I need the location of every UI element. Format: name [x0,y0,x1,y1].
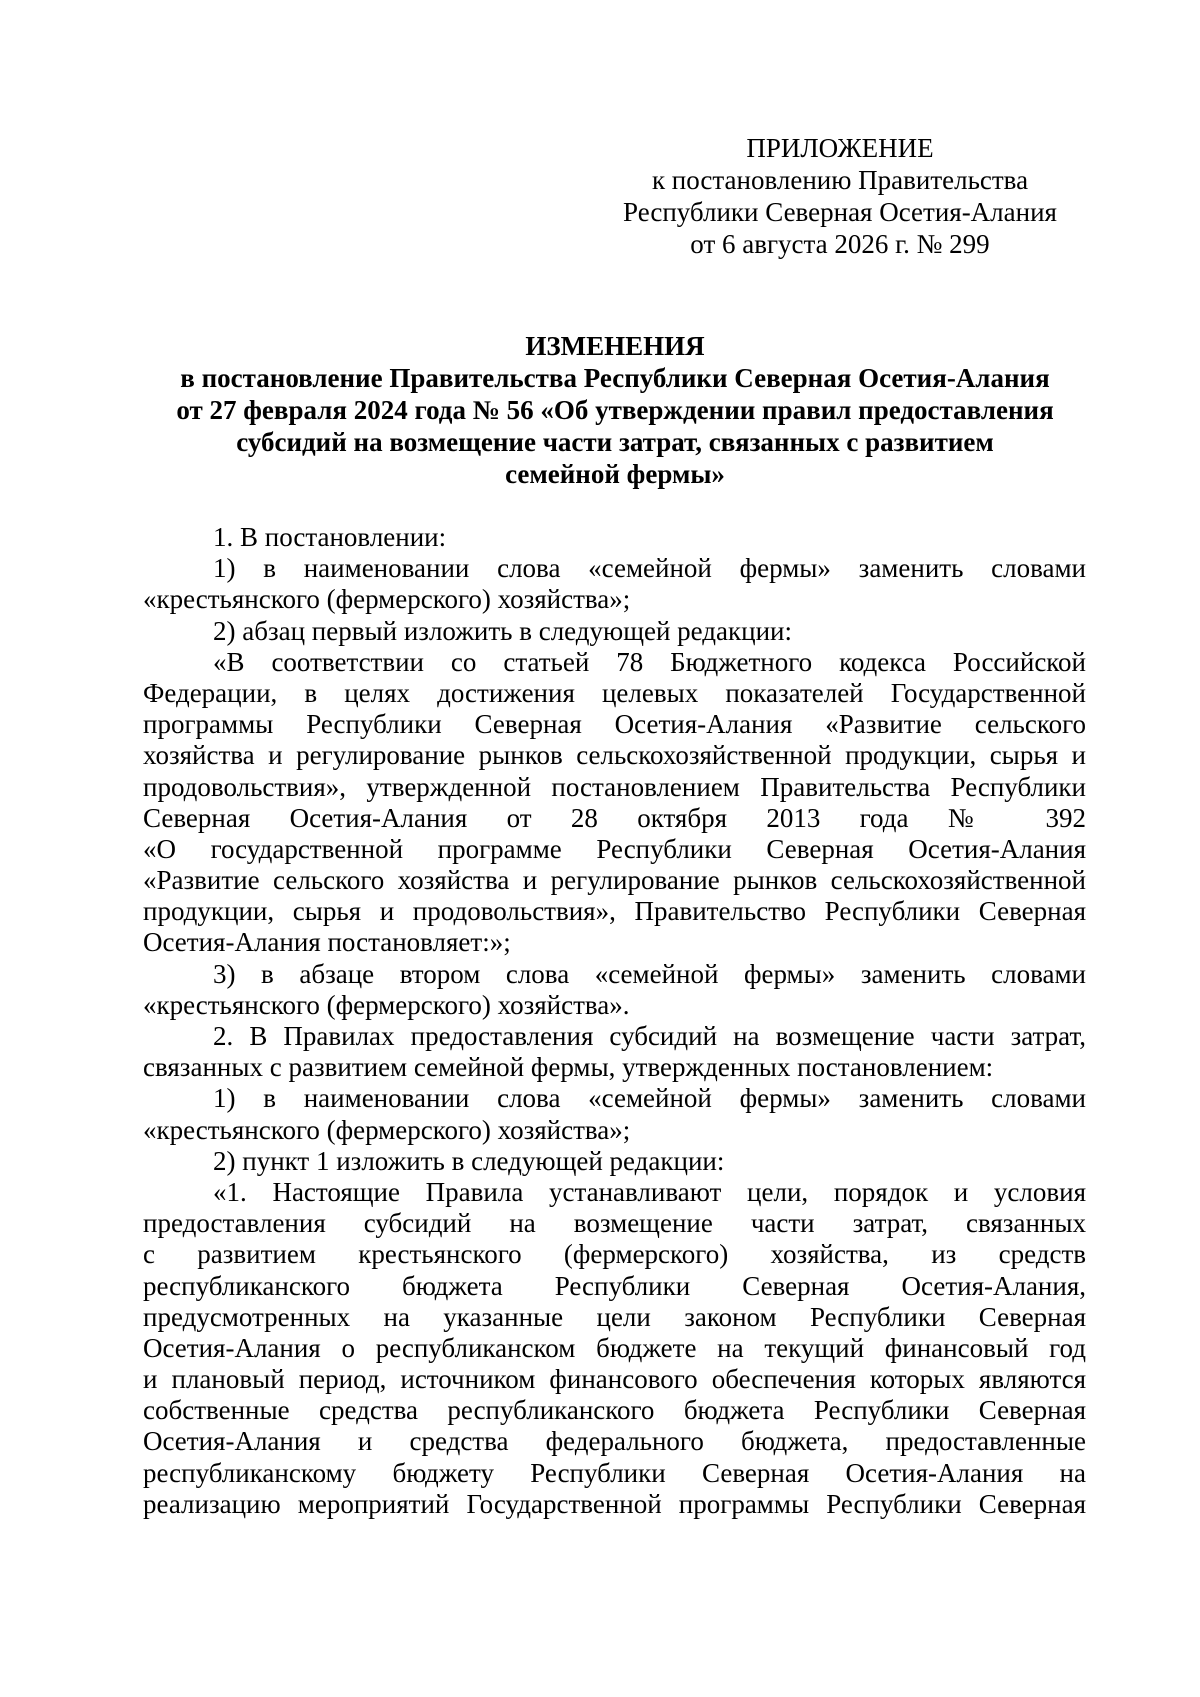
document-body [143,522,1086,1520]
body-line: 2) пункт 1 изложить в следующей редакции: [213,1145,725,1176]
heading-line: семейной фермы» [505,459,725,489]
body-line: 3) в абзаце втором слова «семейной фермы» заменить словами [213,958,1086,989]
body-line: «1. Настоящие Правила устанавливают цели, порядок и условия [213,1176,1086,1207]
body-line: и плановый период, источником финансового обеспечения которых являются [143,1364,1086,1395]
body-line: Осетия-Алания постановляет:»; [143,927,511,958]
body-line: связанных с развитием семейной фермы, утвержденных постановлением: [143,1052,994,1083]
body-line: 1) в наименовании слова «семейной фермы» заменить словами [213,1083,1086,1114]
body-line: «крестьянского (фермерского) хозяйства». [143,989,630,1020]
appendix-line: к постановлению Правительства [651,165,1029,195]
body-line: предусмотренных на указанные цели законом Республики Северная [143,1301,1086,1332]
body-line: Северная Осетия-Алания от 28 октября 2013 года № 392 [143,802,1086,833]
body-line: собственные средства республиканского бюджета Республики Северная [143,1395,1086,1426]
body-line: «В соответствии со статьей 78 Бюджетного кодекса Российской [213,646,1086,677]
body-line: 1. В постановлении: [213,522,447,552]
appendix-header [605,132,1075,260]
body-line: «крестьянского (фермерского) хозяйства»; [143,1114,631,1145]
body-line: продовольствия», утвержденной постановлением Правительства Республики [143,771,1086,802]
body-line: с развитием крестьянского (фермерского) хозяйства, из средств [143,1239,1086,1270]
body-line: 1) в наименовании слова «семейной фермы» заменить словами [213,553,1086,584]
body-line: предоставления субсидий на возмещение части затрат, связанных [143,1208,1086,1239]
body-line: Федерации, в целях достижения целевых показателей Государственной [143,677,1086,708]
body-line: продукции, сырья и продовольствия», Правительство Республики Северная [143,896,1086,927]
body-line: республиканского бюджета Республики Северная Осетия-Алания, [143,1270,1086,1301]
body-line: «Развитие сельского хозяйства и регулирование рынков сельскохозяйственной [143,865,1086,896]
body-line: «крестьянского (фермерского) хозяйства»; [143,584,631,615]
heading-line: от 27 февраля 2024 года № 56 «Об утверждении правил предоставления [176,395,1054,425]
body-line: Осетия-Алания и средства федерального бюджета, предоставленные [143,1426,1086,1457]
heading-title: ИЗМЕНЕНИЯ [525,331,705,361]
body-line: «О государственной программе Республики Северная Осетия-Алания [143,833,1086,864]
heading-line: субсидий на возмещение части затрат, связанных с развитием [236,427,994,457]
document-heading [110,330,1120,490]
body-line: реализацию мероприятий Государственной программы Республики Северная [143,1488,1086,1519]
heading-line: в постановление Правительства Республики Северная Осетия-Алания [180,363,1050,393]
body-line: 2) абзац первый изложить в следующей редакции: [213,615,792,646]
body-line: программы Республики Северная Осетия-Алания «Развитие сельского [143,709,1086,740]
appendix-date: от 6 августа 2026 г. № 299 [690,229,990,259]
body-line: 2. В Правилах предоставления субсидий на возмещение части затрат, [213,1021,1086,1051]
appendix-line: Республики Северная Осетия-Алания [623,197,1057,227]
body-line: республиканскому бюджету Республики Северная Осетия-Алания на [143,1457,1086,1488]
body-line: Осетия-Алания о республиканском бюджете на текущий финансовый год [143,1332,1086,1363]
appendix-title: ПРИЛОЖЕНИЕ [746,133,934,163]
body-line: хозяйства и регулирование рынков сельскохозяйственной продукции, сырья и [143,740,1086,771]
